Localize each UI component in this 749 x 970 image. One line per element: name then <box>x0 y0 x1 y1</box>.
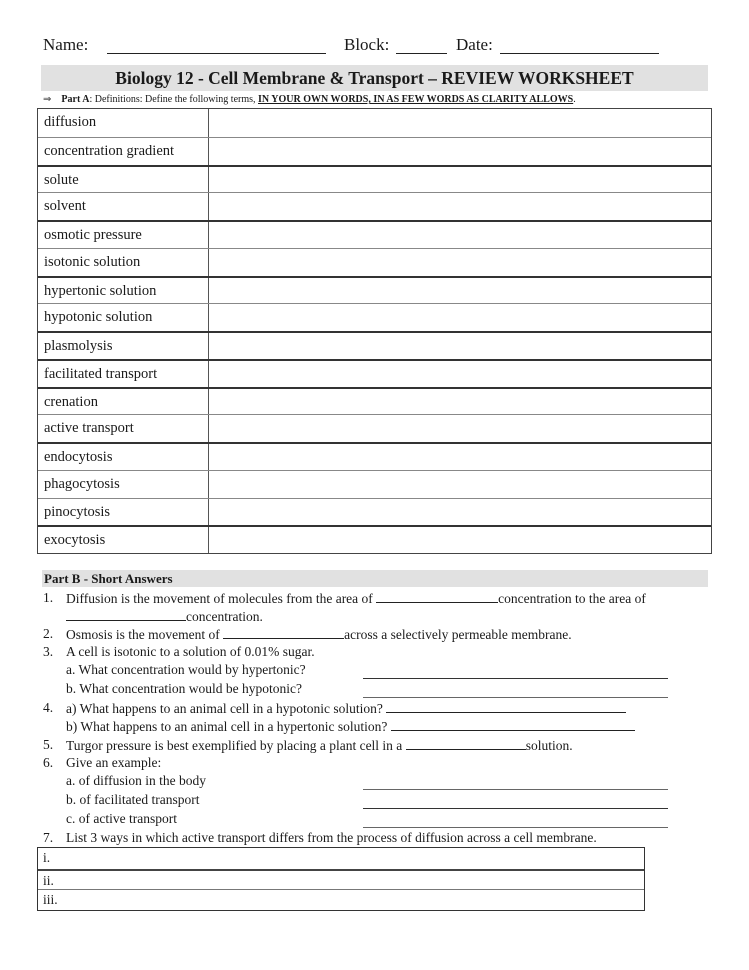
definition-row <box>38 414 711 442</box>
answer-line[interactable] <box>363 827 668 828</box>
definition-row <box>38 359 711 387</box>
question-text: Turgor pressure is best exemplified by placing a plant cell in a <box>66 738 406 753</box>
question-text: A cell is isotonic to a solution of 0.01% sugar. <box>66 644 315 659</box>
question-number: 5. <box>43 737 54 752</box>
name-field[interactable] <box>107 53 326 54</box>
date-label: Date: <box>456 35 493 54</box>
answer-blank[interactable] <box>376 590 498 603</box>
sub-question-a: a. What concentration would by hypertonic? <box>66 662 306 677</box>
question-number: 7. <box>43 830 54 845</box>
part-b-bar <box>42 570 708 587</box>
definition-row <box>38 331 711 359</box>
term-label: active transport <box>38 415 209 442</box>
answer-blank[interactable] <box>406 737 526 750</box>
question-text: concentration to the area of <box>498 591 646 606</box>
definition-answer-cell[interactable] <box>209 167 711 193</box>
definition-answer-cell[interactable] <box>209 389 711 415</box>
sub-question-b: b) What happens to an animal cell in a hypertonic solution? <box>66 719 391 734</box>
answer-line[interactable] <box>363 697 668 698</box>
part-a-label: Part A <box>61 94 90 105</box>
question-text: Diffusion is the movement of molecules from the area of <box>66 591 377 606</box>
term-label: crenation <box>38 389 209 415</box>
term-label: osmotic pressure <box>38 222 209 248</box>
definition-answer-cell[interactable] <box>209 249 711 276</box>
answer-list-row[interactable]: iii. <box>38 889 644 910</box>
term-label: hypertonic solution <box>38 278 209 304</box>
question-number: 4. <box>43 700 54 715</box>
question-number: 6. <box>43 755 54 770</box>
worksheet-title: Biology 12 - Cell Membrane & Transport – REVIEW WORKSHEET <box>115 68 634 88</box>
sub-question-c: c. of active transport <box>66 811 177 826</box>
term-label: isotonic solution <box>38 249 209 276</box>
definition-row <box>38 276 711 304</box>
definition-row <box>38 303 711 331</box>
title-bar <box>41 65 708 91</box>
definition-answer-cell[interactable] <box>209 499 711 526</box>
answer-line[interactable] <box>363 678 668 679</box>
definition-row <box>38 137 711 165</box>
question-text: Give an example: <box>66 755 162 770</box>
term-label: facilitated transport <box>38 361 209 387</box>
question-text: Osmosis is the movement of <box>66 627 224 642</box>
definition-row <box>38 192 711 220</box>
question-number: 3. <box>43 644 54 659</box>
answer-list-row[interactable]: i. <box>43 850 51 865</box>
definitions-table <box>37 108 712 554</box>
block-field[interactable] <box>396 53 447 54</box>
answer-blank[interactable] <box>391 718 635 731</box>
arrow-right-icon: ⇒ <box>43 94 52 105</box>
definition-row <box>38 470 711 498</box>
term-label: diffusion <box>38 109 209 137</box>
part-a-instruction-text: : Definitions: Define the following terms, <box>89 94 259 105</box>
term-label: solute <box>38 167 209 193</box>
answer-blank[interactable] <box>66 608 186 621</box>
definition-answer-cell[interactable] <box>209 138 711 165</box>
definition-answer-cell[interactable] <box>209 304 711 331</box>
term-label: solvent <box>38 193 209 220</box>
definition-row <box>38 442 711 470</box>
sub-question-b: b. What concentration would be hypotonic? <box>66 681 302 696</box>
question-text: across a selectively permeable membrane. <box>344 627 572 642</box>
question-text: List 3 ways in which active transport differs from the process of diffusion across a cell membrane. <box>66 830 597 845</box>
definition-row <box>38 220 711 248</box>
part-a-emphasis: IN YOUR OWN WORDS, IN AS FEW WORDS AS CLARITY ALLOWS <box>258 94 574 105</box>
part-b-heading: Part B - Short Answers <box>44 571 173 586</box>
definition-answer-cell[interactable] <box>209 109 711 137</box>
sub-question-a: a) What happens to an animal cell in a hypotonic solution? <box>66 701 387 716</box>
question-number: 2. <box>43 626 54 641</box>
definition-answer-cell[interactable] <box>209 527 711 553</box>
definition-answer-cell[interactable] <box>209 361 711 387</box>
definition-answer-cell[interactable] <box>209 333 711 359</box>
term-label: hypotonic solution <box>38 304 209 331</box>
term-label: pinocytosis <box>38 499 209 526</box>
question-text: solution. <box>525 738 573 753</box>
date-field[interactable] <box>500 53 659 54</box>
definition-row <box>38 165 711 193</box>
answer-list-row[interactable]: ii. <box>38 869 644 890</box>
term-label: endocytosis <box>38 444 209 470</box>
definition-answer-cell[interactable] <box>209 278 711 304</box>
name-label: Name: <box>43 35 89 54</box>
part-a-instruction <box>43 94 576 106</box>
definition-answer-cell[interactable] <box>209 471 711 498</box>
definition-row <box>38 248 711 276</box>
definition-row <box>38 498 711 526</box>
definition-answer-cell[interactable] <box>209 193 711 220</box>
answer-list-box <box>37 847 645 911</box>
term-label: exocytosis <box>38 527 209 553</box>
answer-line[interactable] <box>363 808 668 809</box>
definition-row <box>38 109 711 137</box>
definition-row <box>38 525 711 553</box>
question-text: concentration. <box>186 609 263 624</box>
definition-answer-cell[interactable] <box>209 222 711 248</box>
definition-answer-cell[interactable] <box>209 444 711 470</box>
sub-question-a: a. of diffusion in the body <box>66 773 206 788</box>
answer-line[interactable] <box>363 789 668 790</box>
block-label: Block: <box>344 35 390 54</box>
definition-row <box>38 387 711 415</box>
answer-blank[interactable] <box>386 700 626 713</box>
term-label: phagocytosis <box>38 471 209 498</box>
term-label: plasmolysis <box>38 333 209 359</box>
definition-answer-cell[interactable] <box>209 415 711 442</box>
answer-blank[interactable] <box>223 626 344 639</box>
sub-question-b: b. of facilitated transport <box>66 792 200 807</box>
part-a-period: . <box>573 94 576 105</box>
term-label: concentration gradient <box>38 138 209 165</box>
question-number: 1. <box>43 590 54 605</box>
